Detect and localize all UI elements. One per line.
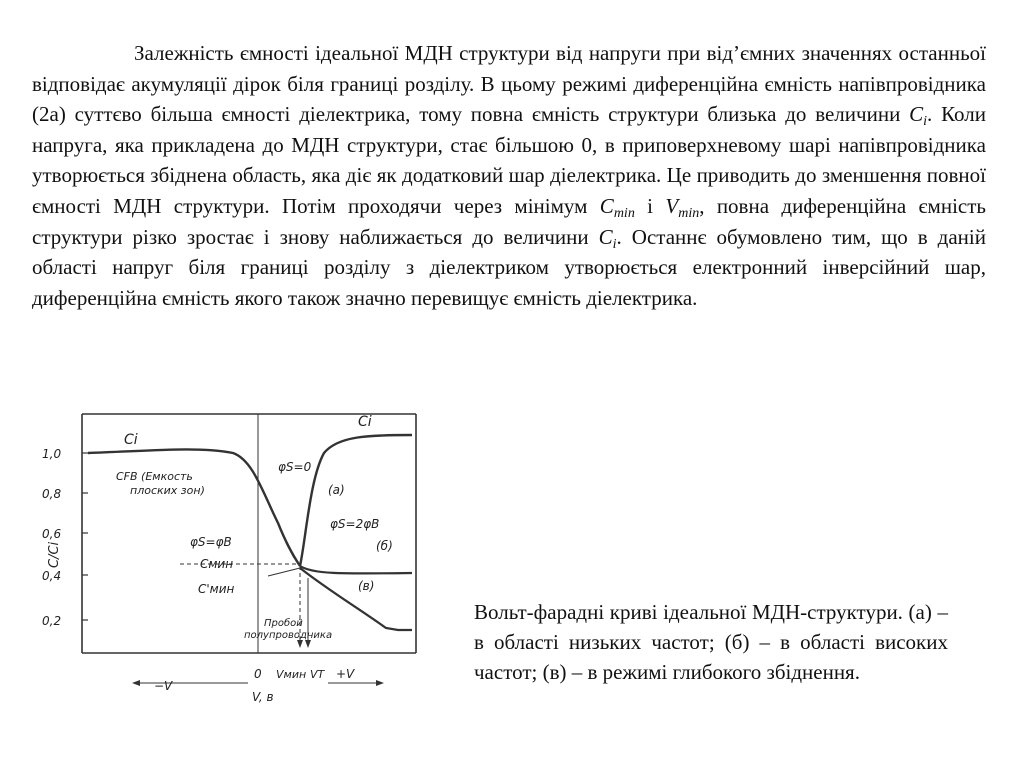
label-ci-right: Ci [358, 414, 372, 430]
paragraph-part-2: . Коли напруга, яка прикладена до МДН структури, стає більшою 0, в приповерхневому шарі напівпровідника утворюється збіднена область, яка діє як додатковий шар діелектрика. Це приводить до зменшення повної ємності МДН структури. Потім проходячи через мінімум [32, 102, 986, 218]
paragraph-part-4: , повна диференційна ємність структури різко зростає і знову наближається до величини [32, 193, 986, 249]
cv-curves-drawing [38, 398, 458, 708]
label-breakdown-line2: полупроводника [244, 630, 333, 641]
x-plus-label: +V [336, 667, 355, 681]
y-tick-marks [82, 453, 88, 620]
ci-symbol: $C_i$ [909, 102, 928, 130]
vmin-symbol: $V_{min}$ [665, 193, 700, 221]
paragraph-part-1: Залежність ємності ідеальної МДН структури від напруги при від’ємних значеннях останньої відповідає акумуляції дірок біля границі розділу. В цьому режимі диференційна ємність напівпровідника (2а) суттєво більша ємності діелектрика, тому повна ємність структури близька до величини [32, 41, 986, 127]
ci-symbol-2: $C_i$ [598, 224, 617, 252]
label-phis-2phib: φS=2φB [330, 517, 380, 531]
vmin-arrow [297, 640, 303, 648]
y-tick-label: 0,4 [42, 569, 62, 583]
label-cfb-line1: CFB (Емкость [116, 470, 193, 483]
y-axis-label: C/Ci [47, 541, 62, 568]
y-tick-label: 0,6 [42, 527, 62, 541]
curve-v-deep-depletion [300, 568, 412, 630]
label-v: (в) [358, 579, 375, 593]
label-breakdown-line1: Пробой [264, 618, 303, 629]
label-phis-zero: φS=0 [278, 460, 312, 474]
label-ci-left: Ci [124, 432, 138, 448]
x-zero-label: 0 [254, 667, 262, 681]
vt-arrow [305, 640, 311, 648]
main-paragraph [32, 38, 986, 313]
cmin2-leader [268, 568, 300, 576]
x-vt-label: VT [310, 668, 325, 681]
paragraph-part-3: і [634, 193, 666, 218]
x-minus-label: −V [154, 679, 173, 693]
label-cmin: Cмин [200, 557, 234, 571]
cv-curves-figure [38, 398, 458, 708]
paragraph-part-5: . Останнє обумовлено тим, що в даній області напруг біля границі розділу з діелектриком утворюється електронний інверсійний шар, диференційна ємність якого також значно перевищує ємність діелектрика. [32, 224, 986, 310]
y-tick-label: 1,0 [42, 447, 62, 461]
y-tick-label: 0,8 [42, 487, 62, 501]
phib-leader [286, 543, 294, 558]
figure-caption: Вольт-фарадні криві ідеальної МДН-структури. (а) – в області низьких частот; (б) – в області високих частот; (в) – в режимі глибокого збіднення. [474, 600, 948, 684]
label-cmin-prime: C'мин [198, 582, 235, 596]
curve-a-low-frequency [300, 435, 412, 566]
x-axis-label: V, в [252, 690, 274, 704]
curve-b-high-frequency [300, 566, 412, 573]
label-a: (a) [328, 483, 345, 497]
label-phis-phib: φS=φB [190, 535, 232, 549]
x-vmin-label: Vмин [276, 668, 307, 681]
x-minus-arrow [132, 680, 140, 686]
label-b: (б) [376, 539, 393, 553]
cmin-symbol: $C_{min}$ [599, 193, 635, 221]
x-plus-arrow [376, 680, 384, 686]
y-tick-label: 0,2 [42, 614, 62, 628]
label-cfb-line2: плоских зон) [130, 484, 205, 497]
